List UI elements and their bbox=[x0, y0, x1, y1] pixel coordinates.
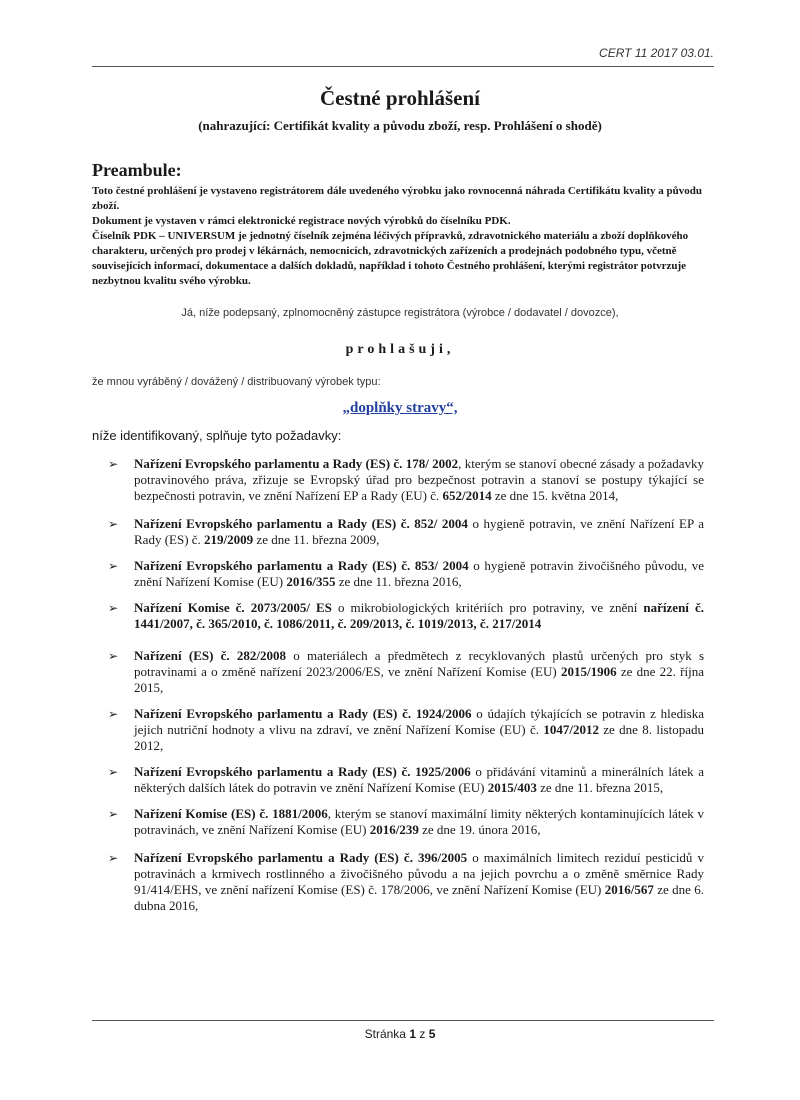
regulation-date: ze dne 11. března 2009, bbox=[253, 532, 380, 547]
regulation-date: ze dne 11. března 2015, bbox=[536, 780, 664, 795]
regulation-title: Nařízení Evropského parlamentu a Rady (ES) č. 853/ 2004 bbox=[134, 558, 469, 573]
regulation-title: Nařízení Evropského parlamentu a Rady (ES) č. 852/ 2004 bbox=[134, 516, 468, 531]
requirements-intro: níže identifikovaný, splňuje tyto požadavky: bbox=[92, 428, 342, 443]
regulation-date: ze dne 11. března 2016, bbox=[335, 574, 462, 589]
arrowhead-bullet-icon: ➢ bbox=[108, 457, 119, 471]
regulation-title: Nařízení (ES) č. 282/2008 bbox=[134, 648, 287, 663]
regulation-title: Nařízení Evropského parlamentu a Rady (ES) č. 396/2005 bbox=[134, 850, 468, 865]
regulation-item bbox=[108, 706, 704, 754]
arrowhead-bullet-icon: ➢ bbox=[108, 707, 119, 721]
document-title: Čestné prohlášení bbox=[319, 86, 481, 110]
regulation-amendment: 2016/239 bbox=[369, 822, 419, 837]
regulation-description: o hygieně potravin živočišného původu, ve znění Nařízení Komise (EU) bbox=[134, 558, 704, 589]
arrowhead-bullet-icon: ➢ bbox=[108, 851, 119, 865]
regulation-title: Nařízení Evropského parlamentu a Rady (ES) č. 178/ 2002 bbox=[134, 456, 459, 471]
regulation-amendment: 2015/403 bbox=[487, 780, 537, 795]
declaration-verb: prohlašuji, bbox=[345, 342, 455, 357]
regulation-amendment: 2015/1906 bbox=[560, 664, 617, 679]
regulation-amendment: nařízení č. 1441/2007, č. 365/2010, č. 1086/2011, č. 209/2013, č. 1019/2013, č. 217/2014 bbox=[134, 600, 704, 631]
arrowhead-bullet-icon: ➢ bbox=[108, 601, 119, 615]
regulation-amendment: 2016/567 bbox=[604, 882, 654, 897]
regulation-date: ze dne 19. února 2016, bbox=[418, 822, 541, 837]
regulation-description: o mikrobiologických kritériích pro potraviny, ve znění bbox=[331, 600, 644, 615]
regulation-item bbox=[108, 558, 704, 590]
regulation-description: , kterým se stanoví obecné zásady a požadavky potravinového práva, zřizuje se Evropský úřad pro bezpečnost potravin a stanoví se postupy týkající se bezpečnosti potravin, ve znění Nařízení EP a Rady (EU) č. bbox=[134, 456, 704, 503]
regulation-item bbox=[108, 516, 704, 548]
preamble-heading: Preambule: bbox=[92, 160, 182, 180]
page-current: 1 bbox=[409, 1027, 416, 1041]
regulation-date: ze dne 6. dubna 2016, bbox=[134, 882, 704, 913]
regulation-item bbox=[108, 648, 704, 696]
regulations-list bbox=[108, 456, 704, 924]
regulation-title: Nařízení Evropského parlamentu a Rady (ES) č. 1925/2006 bbox=[134, 764, 471, 779]
preamble-body bbox=[92, 184, 712, 289]
arrowhead-bullet-icon: ➢ bbox=[108, 517, 119, 531]
product-type: „doplňky stravy“, bbox=[342, 400, 458, 416]
regulation-date: ze dne 22. října 2015, bbox=[134, 664, 704, 695]
page-word: Stránka bbox=[364, 1027, 406, 1041]
regulation-description: o hygieně potravin, ve znění Nařízení EP a Rady (ES) č. bbox=[134, 516, 705, 547]
header-divider bbox=[92, 66, 714, 67]
regulation-description: , kterým se stanoví maximální limity některých kontaminujících látek v potravinách, ve znění Nařízení Komise (EU) bbox=[134, 806, 704, 837]
regulation-date: ze dne 8. listopadu 2012, bbox=[134, 722, 704, 753]
page-of-word: z bbox=[419, 1027, 426, 1041]
footer-divider bbox=[92, 1020, 714, 1021]
regulation-amendment: 219/2009 bbox=[204, 532, 254, 547]
preamble-paragraph: Číselník PDK – UNIVERSUM je jednotný číselník zejména léčivých přípravků, zdravotnického materiálu a zboží doplňkového charakteru, určených pro prodej v lékárnách, nemocnicích, zdravotnických zařízeních a prodejnách podobného typu, včetně souvisejících informací, dokumentace a dalších dokladů, například i tohoto Čestného prohlášení, kterými registrátor potvrzuje nezbytnou kvalitu svého výrobku. bbox=[92, 230, 689, 287]
page-number bbox=[0, 1027, 800, 1041]
regulation-amendment: 2016/355 bbox=[286, 574, 336, 589]
page-total: 5 bbox=[428, 1027, 436, 1041]
arrowhead-bullet-icon: ➢ bbox=[108, 559, 119, 573]
declarant-statement: Já, níže podepsaný, zplnomocněný zástupce registrátora (výrobce / dodavatel / dovozce), bbox=[181, 307, 619, 319]
preamble-paragraph: Dokument je vystaven v rámci elektronické registrace nových výrobků do číselníku PDK. bbox=[92, 215, 511, 227]
regulation-item bbox=[108, 806, 704, 838]
regulation-description: o údajích týkajících se potravin z hlediska jejich nutriční hodnoty a vlivu na zdraví, ve znění Nařízení Komise (EU) č. bbox=[134, 706, 705, 737]
regulation-title: Nařízení Komise (ES) č. 1881/2006 bbox=[134, 806, 328, 821]
regulation-item bbox=[108, 850, 704, 914]
regulation-title: Nařízení Komise č. 2073/2005/ ES bbox=[134, 600, 332, 615]
arrowhead-bullet-icon: ➢ bbox=[108, 765, 119, 779]
regulation-description: o maximálních limitech reziduí pesticidů v potravinách a krmivech rostlinného a živočišného původu a na jejich povrchu a o změně směrnice Rady 91/414/EHS, ve znění nařízení Komise (ES) č. 178/2006, ve znění Nařízení Komise (EU) bbox=[134, 850, 704, 897]
regulation-date: ze dne 15. května 2014, bbox=[491, 488, 619, 503]
product-type-intro: že mnou vyráběný / dovážený / distribuovaný výrobek typu: bbox=[92, 376, 381, 388]
document-subtitle: (nahrazující: Certifikát kvality a původu zboží, resp. Prohlášení o shodě) bbox=[198, 118, 602, 133]
regulation-title: Nařízení Evropského parlamentu a Rady (ES) č. 1924/2006 bbox=[134, 706, 472, 721]
document-code: CERT 11 2017 03.01. bbox=[599, 46, 714, 60]
arrowhead-bullet-icon: ➢ bbox=[108, 649, 119, 663]
regulation-description: o materiálech a předmětech z recyklovaných plastů určených pro styk s potravinami a o změně nařízení 2023/2006/ES, ve znění Nařízení Komise (EU) bbox=[134, 648, 705, 679]
regulation-amendment: 1047/2012 bbox=[543, 722, 599, 737]
arrowhead-bullet-icon: ➢ bbox=[108, 807, 119, 821]
regulation-amendment: 652/2014 bbox=[442, 488, 492, 503]
regulation-item bbox=[108, 456, 704, 504]
regulation-description: o přidávání vitaminů a minerálních látek a některých dalších látek do potravin ve znění Nařízení Komise (EU) bbox=[134, 764, 705, 795]
regulation-item bbox=[108, 764, 704, 796]
preamble-paragraph: Toto čestné prohlášení je vystaveno registrátorem dále uvedeného výrobku jako rovnocenná náhrada Certifikátu kvality a původu zboží. bbox=[92, 185, 703, 212]
regulation-item bbox=[108, 600, 704, 632]
